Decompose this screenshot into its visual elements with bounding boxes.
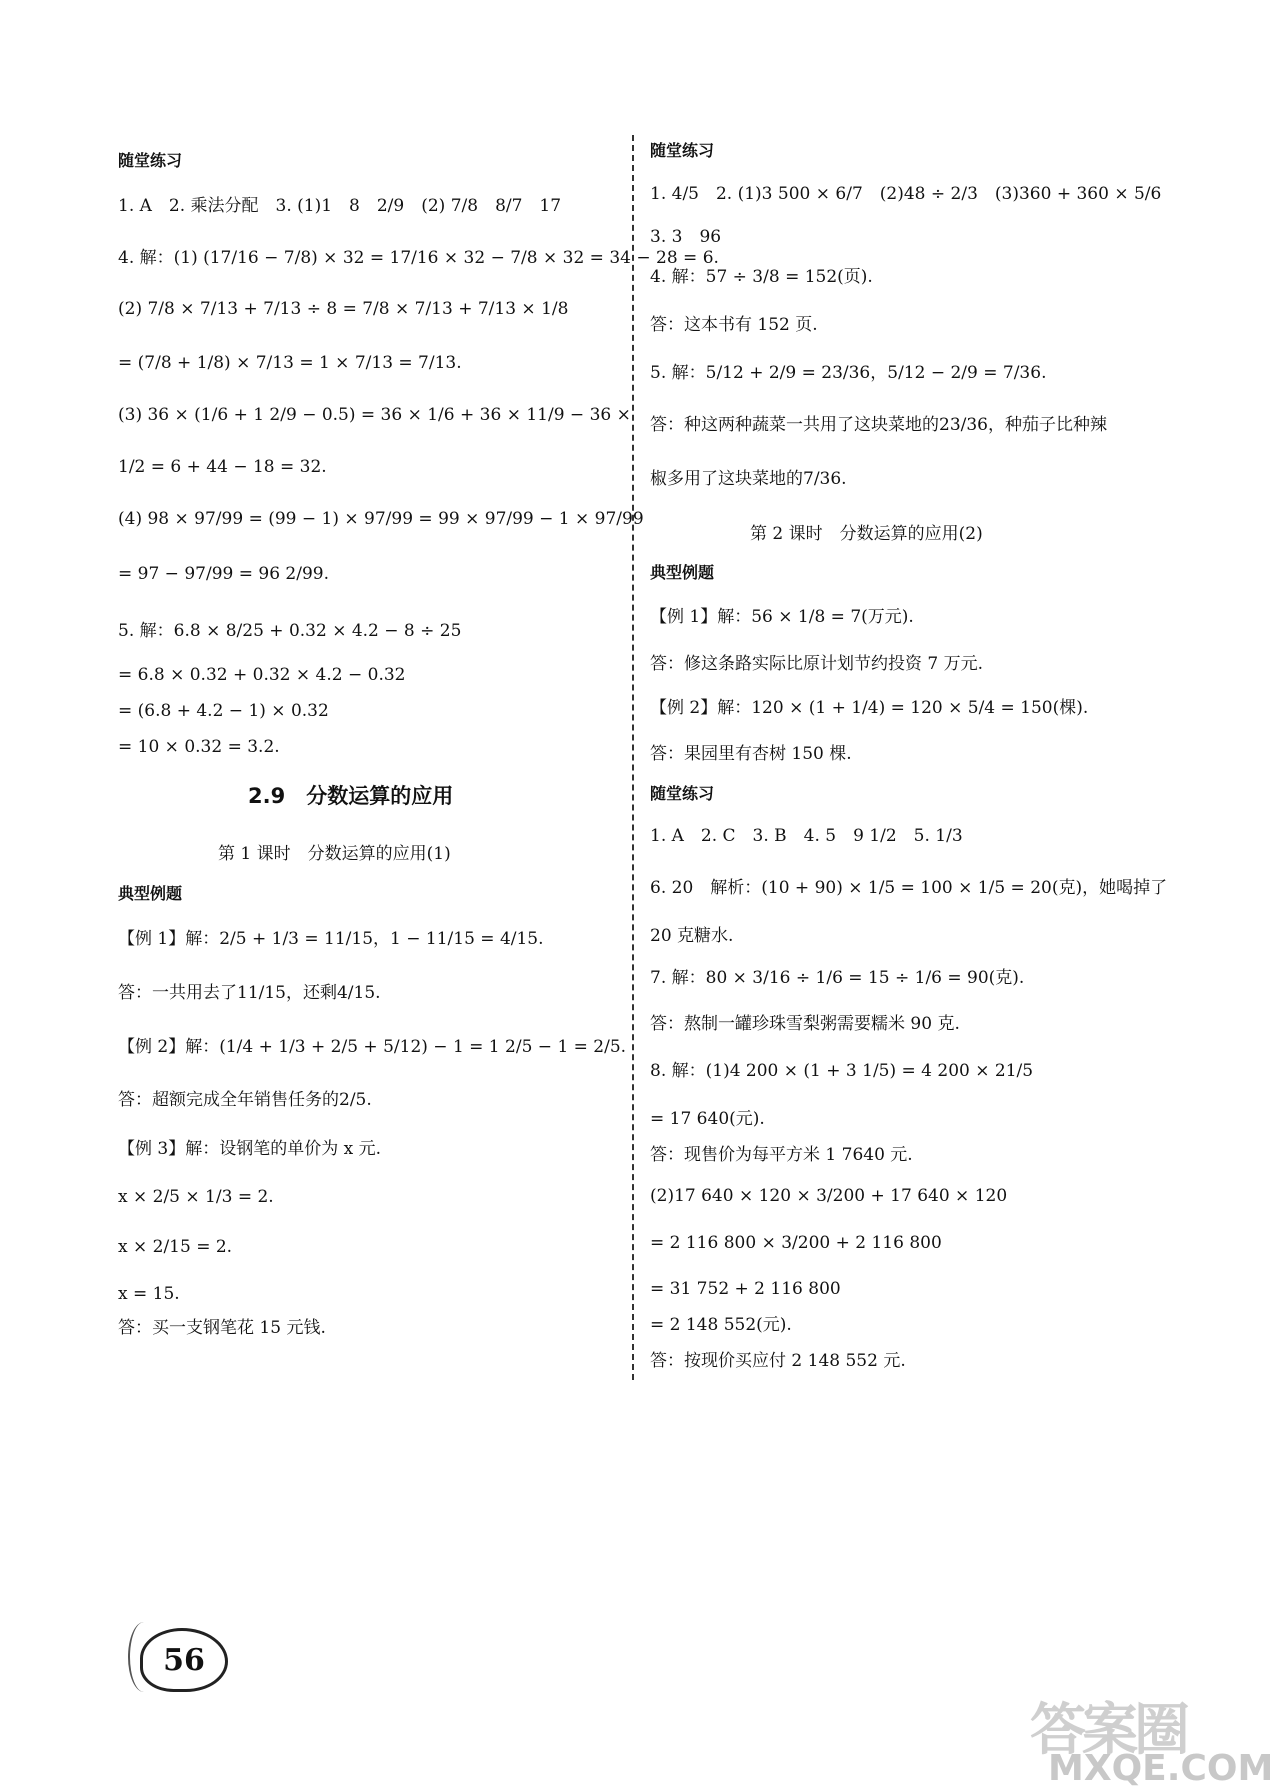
example-line: 【例 2】解：(1/4 + 1/3 + 2/5 + 5/12) − 1 = 1 2/5 − 1 = 2/5.	[118, 1037, 627, 1057]
equation-line: x × 2/5 × 1/3 = 2.	[118, 1187, 274, 1207]
answer-line: 3. 3 96	[650, 227, 722, 247]
examples-heading: 典型例题	[650, 563, 715, 582]
answer-line: 1. A 2. 乘法分配 3. (1)1 8 2/9 (2) 7/8 8/7 17	[118, 196, 562, 216]
example-line: 【例 2】解：120 × (1 + 1/4) = 120 × 5/4 = 150(棵).	[650, 698, 1089, 718]
equation-line: x = 15.	[118, 1284, 180, 1304]
answer-line: 7. 解：80 × 3/16 ÷ 1/6 = 15 ÷ 1/6 = 90(克).	[650, 968, 1025, 988]
answer-line: = (7/8 + 1/8) × 7/13 = 1 × 7/13 = 7/13.	[118, 353, 462, 373]
answer-line: 答：买一支钢笔花 15 元钱.	[118, 1318, 326, 1338]
column-divider	[632, 135, 634, 1380]
answer-line: 5. 解：6.8 × 8/25 + 0.32 × 4.2 − 8 ÷ 25	[118, 621, 462, 641]
answer-line: 1/2 = 6 + 44 − 18 = 32.	[118, 457, 327, 477]
answer-line: = 10 × 0.32 = 3.2.	[118, 737, 280, 757]
answer-line: = 97 − 97/99 = 96 2/99.	[118, 564, 329, 584]
answer-line: 答：修这条路实际比原计划节约投资 7 万元.	[650, 654, 984, 674]
answer-line: 答：熬制一罐珍珠雪梨粥需要糯米 90 克.	[650, 1014, 960, 1034]
answer-line: = (6.8 + 4.2 − 1) × 0.32	[118, 701, 329, 721]
lesson-title: 第 2 课时 分数运算的应用(2)	[750, 524, 983, 544]
example-line: 【例 3】解：设钢笔的单价为 x 元.	[118, 1139, 382, 1159]
answer-line: (2)17 640 × 120 × 3/200 + 17 640 × 120	[650, 1186, 1008, 1206]
watermark-logo: 答案圈	[1030, 1698, 1186, 1763]
example-line: 【例 1】解：56 × 1/8 = 7(万元).	[650, 607, 914, 627]
answer-line: 答：这本书有 152 页.	[650, 315, 818, 335]
answer-line: 4. 解：(1) (17/16 − 7/8) × 32 = 17/16 × 32 − 7/8 × 32 = 34 − 28 = 6.	[118, 248, 719, 268]
practice-heading: 随堂练习	[650, 784, 715, 803]
answer-line: 答：超额完成全年销售任务的2/5.	[118, 1090, 372, 1110]
watermark-url: MXQE.COM	[1048, 1748, 1273, 1789]
example-line: 【例 1】解：2/5 + 1/3 = 11/15，1 − 11/15 = 4/15.	[118, 929, 544, 949]
answer-line: = 31 752 + 2 116 800	[650, 1279, 841, 1299]
answer-line: 答：果园里有杏树 150 棵.	[650, 744, 852, 764]
answer-line: (4) 98 × 97/99 = (99 − 1) × 97/99 = 99 × 97/99 − 1 × 97/99	[118, 509, 644, 529]
answer-line: = 17 640(元).	[650, 1109, 765, 1129]
answer-line: 5. 解：5/12 + 2/9 = 23/36，5/12 − 2/9 = 7/36.	[650, 363, 1047, 383]
practice-heading: 随堂练习	[650, 141, 715, 160]
answer-line: = 6.8 × 0.32 + 0.32 × 4.2 − 0.32	[118, 665, 406, 685]
answer-line: 答：现售价为每平方米 1 7640 元.	[650, 1145, 913, 1165]
answer-line: 答：种这两种蔬菜一共用了这块菜地的23/36，种茄子比种辣	[650, 415, 1107, 435]
examples-heading: 典型例题	[118, 884, 183, 903]
answer-line: 答：按现价买应付 2 148 552 元.	[650, 1351, 906, 1371]
practice-heading: 随堂练习	[118, 151, 183, 170]
answer-line: 4. 解：57 ÷ 3/8 = 152(页).	[650, 267, 873, 287]
answer-line: = 2 148 552(元).	[650, 1315, 792, 1335]
watermark	[1030, 1686, 1273, 1792]
page-number: 56	[140, 1628, 228, 1692]
answer-line: 20 克糖水.	[650, 926, 734, 946]
answer-line: (3) 36 × (1/6 + 1 2/9 − 0.5) = 36 × 1/6 + 36 × 11/9 − 36 ×	[118, 405, 631, 425]
lesson-title: 第 1 课时 分数运算的应用(1)	[218, 844, 451, 864]
answer-line: 答：一共用去了11/15，还剩4/15.	[118, 983, 381, 1003]
answer-line: = 2 116 800 × 3/200 + 2 116 800	[650, 1233, 942, 1253]
answer-line: 1. A 2. C 3. B 4. 5 9 1/2 5. 1/3	[650, 826, 963, 846]
answer-line: 6. 20 解析：(10 + 90) × 1/5 = 100 × 1/5 = 20(克)，她喝掉了	[650, 878, 1168, 898]
equation-line: x × 2/15 = 2.	[118, 1237, 233, 1257]
section-title: 2.9 分数运算的应用	[248, 784, 454, 808]
answer-line: 8. 解：(1)4 200 × (1 + 3 1/5) = 4 200 × 21/5	[650, 1061, 1034, 1081]
answer-line: 椒多用了这块菜地的7/36.	[650, 469, 847, 489]
answer-line: 1. 4/5 2. (1)3 500 × 6/7 (2)48 ÷ 2/3 (3)360 + 360 × 5/6	[650, 184, 1162, 204]
answer-line: (2) 7/8 × 7/13 + 7/13 ÷ 8 = 7/8 × 7/13 + 7/13 × 1/8	[118, 299, 569, 319]
